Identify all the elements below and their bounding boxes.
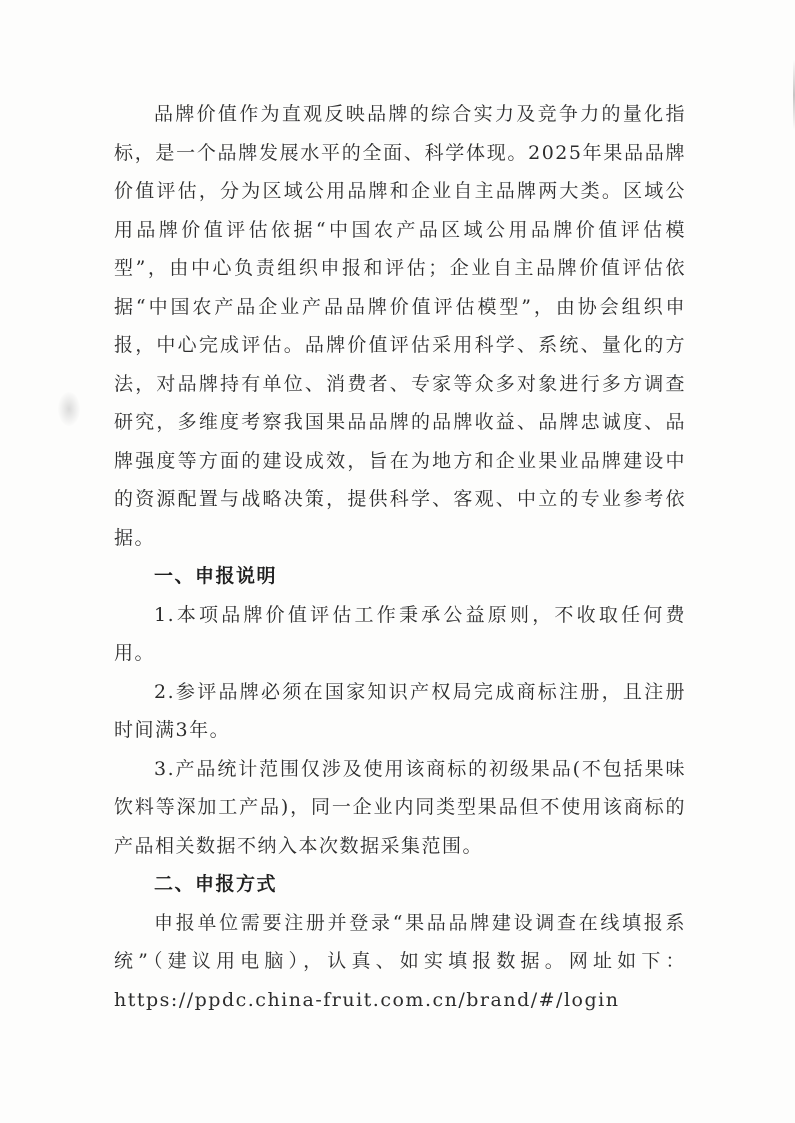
scan-smudge [58,392,80,426]
application-url-part2[interactable]: c.china-fruit.com.cn/brand/#/login [235,988,620,1011]
application-method-paragraph [114,904,686,1020]
application-method-text: 申报单位需要注册并登录“果品品牌建设调查在线填报系统”（建议用电脑），认真、如实填报数据。网址如下： [114,911,686,972]
application-note-2: 2.参评品牌必须在国家知识产权局完成商标注册，且注册时间满3年。 [114,680,686,741]
application-note-3: 3.产品统计范围仅涉及使用该商标的初级果品(不包括果味饮料等深加工产品)，同一企业内同类型果品但不使用该商标的产品相关数据不纳入本次数据采集范围。 [114,757,686,857]
section-heading-application-method: 二、申报方式 [154,873,278,895]
document-body [114,95,686,1019]
application-note-1: 1.本项品牌价值评估工作秉承公益原则，不收取任何费用。 [114,603,686,664]
intro-paragraph: 品牌价值作为直观反映品牌的综合实力及竞争力的量化指标，是一个品牌发展水平的全面、科学体现。2025年果品品牌价值评估，分为区域公用品牌和企业自主品牌两大类。区域公用品牌价值评估依据“中国农产品区域公用品牌价值评估模型”，由中心负责组织申报和评估；企业自主品牌价值评估依据“中国农产品企业产品品牌价值评估模型”，由协会组织申报，中心完成评估。品牌价值评估采用科学、系统、量化的方法，对品牌持有单位、消费者、专家等众多对象进行多方调查研究，多维度考察我国果品品牌的品牌收益、品牌忠诚度、品牌强度等方面的建设成效，旨在为地方和企业果业品牌建设中的资源配置与战略决策，提供科学、客观、中立的专业参考依据。 [114,103,686,549]
application-url-part1[interactable]: https://ppd [114,988,236,1011]
section-heading-application-notes: 一、申报说明 [154,565,278,587]
